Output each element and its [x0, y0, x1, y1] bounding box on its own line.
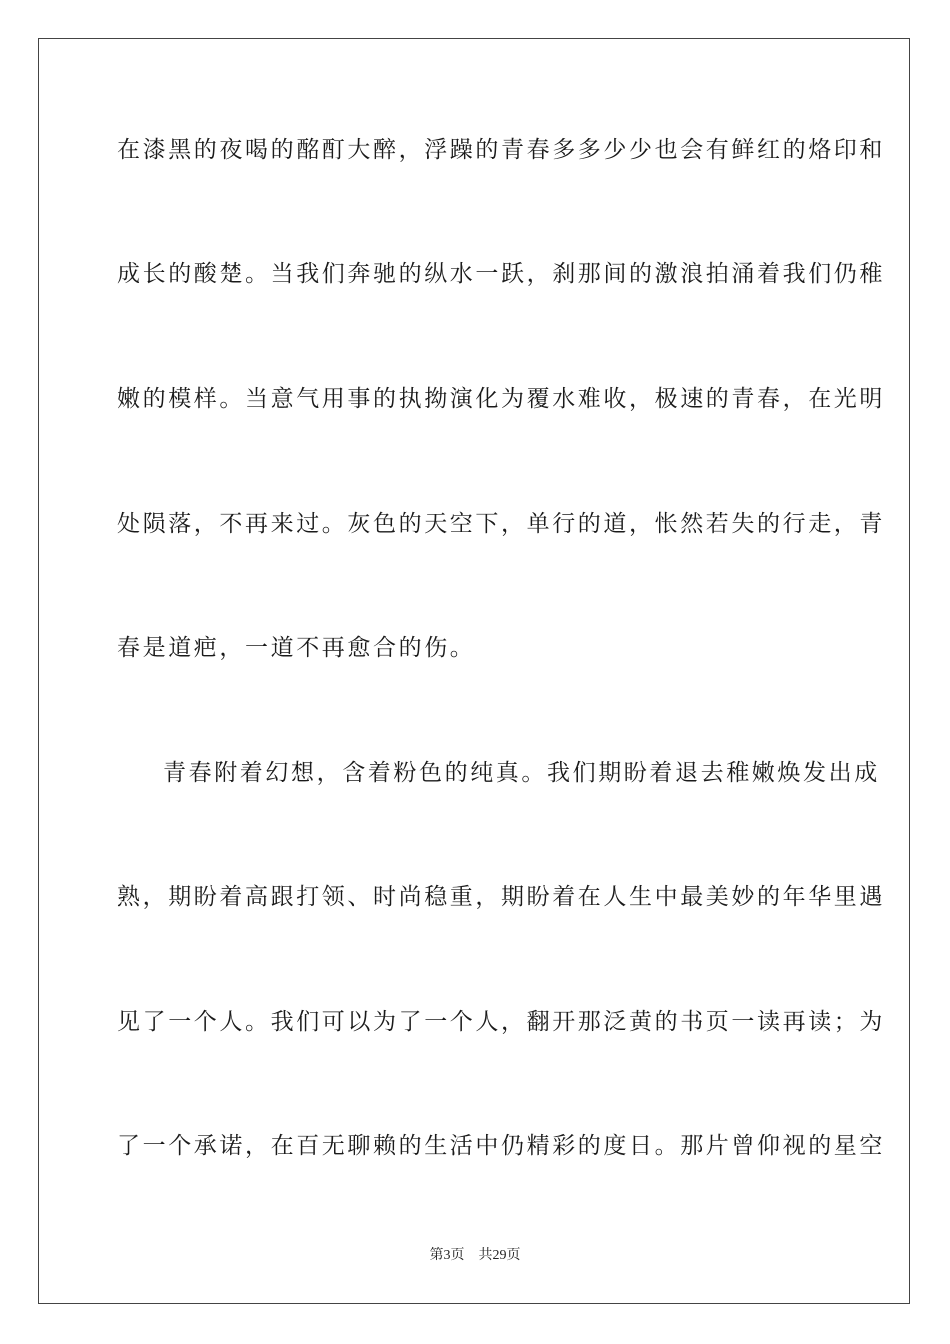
paragraph-line-7: 熟，期盼着高跟打领、时尚稳重，期盼着在人生中最美妙的年华里遇 [117, 884, 885, 910]
paragraph-line-5: 春是道疤，一道不再愈合的伤。 [117, 635, 476, 661]
paragraph-line-8: 见了一个人。我们可以为了一个人，翻开那泛黄的书页一读再读；为 [117, 1009, 885, 1035]
paragraph-line-6: 青春附着幻想，含着粉色的纯真。我们期盼着退去稚嫩焕发出成 [163, 760, 880, 786]
page-border [38, 38, 910, 1304]
paragraph-line-3: 嫩的模样。当意气用事的执拗演化为覆水难收，极速的青春，在光明 [117, 386, 885, 412]
paragraph-line-9: 了一个承诺，在百无聊赖的生活中仍精彩的度日。那片曾仰视的星空 [117, 1133, 885, 1159]
page-footer [0, 1246, 950, 1266]
paragraph-line-2: 成长的酸楚。当我们奔驰的纵水一跃，刹那间的激浪拍涌着我们仍稚 [117, 261, 885, 287]
page-number: 第3页 [429, 1248, 465, 1263]
paragraph-line-1: 在漆黑的夜喝的酩酊大醉，浮躁的青春多多少少也会有鲜红的烙印和 [117, 137, 885, 163]
page-total: 共29页 [478, 1248, 521, 1263]
paragraph-line-4: 处陨落，不再来过。灰色的天空下，单行的道，怅然若失的行走，青 [117, 511, 885, 537]
